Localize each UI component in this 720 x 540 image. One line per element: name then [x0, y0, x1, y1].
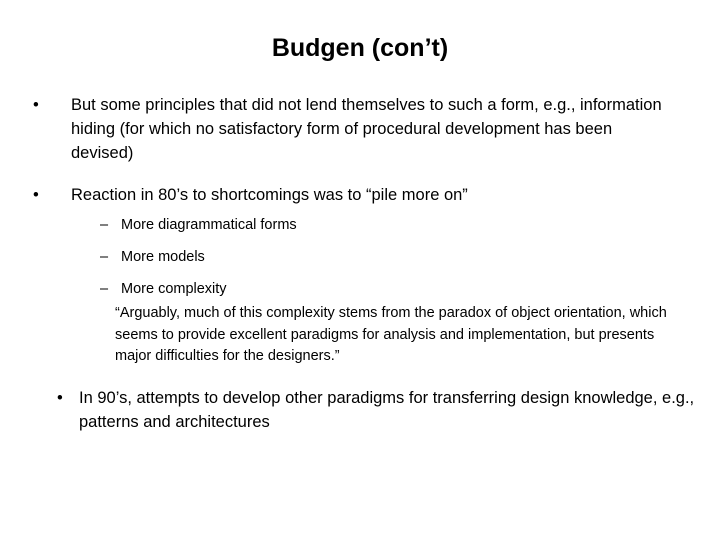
bullet-text: But some principles that did not lend themselves to such a form, e.g., information hiding (for which no satisfactory form of procedural development has been devised): [71, 96, 662, 162]
bullet-icon: •: [33, 96, 39, 114]
bullet-item-principles: [33, 93, 673, 165]
bullet-text: Reaction in 80’s to shortcomings was to “pile more on”: [71, 186, 468, 204]
bullet-item-reaction: [33, 183, 673, 207]
bullet-text: In 90’s, attempts to develop other paradigms for transferring design knowledge, e.g., patterns and architectures: [79, 389, 695, 431]
sub-item-text: More complexity: [121, 281, 227, 297]
quote-text: “Arguably, much of this complexity stems from the paradox of object orientation, which seems to provide excellent paradigms for analysis and implementation, but presents major difficulties for the designers.”: [115, 305, 667, 364]
sub-item-models: [100, 247, 680, 267]
sub-item-text: More models: [121, 249, 205, 265]
bullet-icon: •: [57, 389, 63, 407]
bullet-icon: •: [33, 186, 39, 204]
dash-icon: –: [100, 281, 109, 297]
sub-item-diagrammatical-forms: [100, 215, 680, 235]
slide-title: Budgen (con’t): [271, 34, 449, 62]
dash-icon: –: [100, 217, 109, 233]
bullet-item-paradigms: [57, 386, 697, 434]
dash-icon: –: [100, 249, 109, 265]
sub-item-text: More diagrammatical forms: [121, 217, 297, 233]
sub-item-complexity: [100, 279, 680, 299]
